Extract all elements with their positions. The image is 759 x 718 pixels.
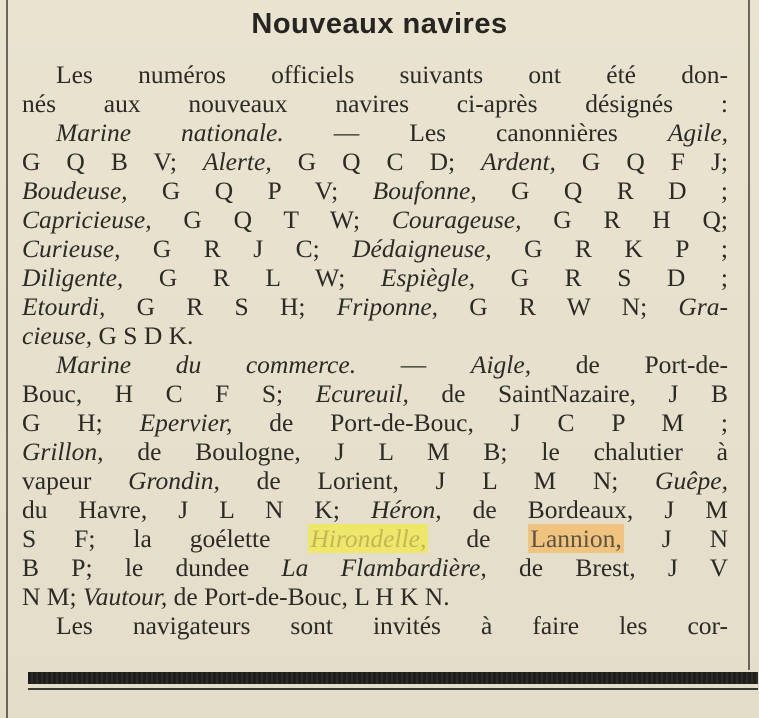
section-heading-marine-du-commerce: Marine du commerce. bbox=[56, 350, 357, 379]
text-line-5 bbox=[22, 176, 728, 205]
ship-name: Grondin, bbox=[128, 466, 220, 495]
text-line-14 bbox=[22, 437, 728, 466]
ship-name: Alerte, bbox=[203, 147, 272, 176]
text-line-20 bbox=[56, 611, 728, 640]
text-line-18 bbox=[22, 553, 728, 582]
column-rule-left bbox=[6, 0, 8, 718]
text-line-10 bbox=[22, 321, 728, 350]
separator-rule-thin bbox=[28, 688, 758, 690]
text: de Boulogne, J L M B; le chalutier à bbox=[103, 437, 728, 466]
text: G Q F J; bbox=[555, 147, 728, 176]
text: — Les canonnières bbox=[283, 118, 668, 147]
ship-name: Diligente, bbox=[22, 263, 124, 292]
text: vapeur bbox=[22, 466, 129, 495]
text: de Brest, J V bbox=[486, 553, 728, 582]
text: de Lorient, J L M N; bbox=[219, 466, 656, 495]
text: Bouc, H C F S; bbox=[22, 379, 316, 408]
text: G R H Q; bbox=[521, 205, 729, 234]
text-line-16 bbox=[22, 495, 728, 524]
text-line-12 bbox=[22, 379, 728, 408]
text: G R J C; bbox=[120, 234, 353, 263]
text: J N bbox=[623, 524, 729, 553]
text: G R L W; bbox=[123, 263, 381, 292]
text: de Port-de- bbox=[531, 350, 728, 379]
text: de Port-de-Bouc, L H K N. bbox=[167, 582, 450, 611]
text: — bbox=[356, 350, 471, 379]
text: G Q C D; bbox=[271, 147, 482, 176]
ship-name: Friponne, bbox=[336, 292, 439, 321]
ship-name: Vautour, bbox=[82, 582, 168, 611]
text: de SaintNazaire, J B bbox=[408, 379, 729, 408]
ship-name: Boudeuse, bbox=[22, 176, 128, 205]
ship-name: Epervier, bbox=[139, 408, 233, 437]
text-line-8 bbox=[22, 263, 728, 292]
text-line-15 bbox=[22, 466, 728, 495]
text: Les numéros officiels suivants ont été don- bbox=[56, 60, 728, 89]
text-line-2 bbox=[22, 89, 728, 118]
ship-name: Dédaigneuse, bbox=[352, 234, 492, 263]
ship-name: Ardent, bbox=[481, 147, 556, 176]
text: Les navigateurs sont invités à faire les cor- bbox=[56, 611, 728, 640]
highlighted-ship-name: Hirondelle, bbox=[310, 524, 427, 553]
text: G R W N; bbox=[438, 292, 679, 321]
ship-name: Héron, bbox=[370, 495, 442, 524]
ship-name: cieuse, bbox=[22, 321, 93, 350]
ship-name: Courageuse, bbox=[391, 205, 522, 234]
text: G Q T W; bbox=[151, 205, 392, 234]
ship-name: Capricieuse, bbox=[22, 205, 152, 234]
text-line-11 bbox=[56, 350, 728, 379]
text: S F; la goélette bbox=[22, 524, 309, 553]
ship-name: Agile, bbox=[667, 118, 729, 147]
ship-name: Grillon, bbox=[22, 437, 104, 466]
text-line-19 bbox=[22, 582, 728, 611]
text: G R S H; bbox=[105, 292, 337, 321]
ship-name: Aigle, bbox=[470, 350, 532, 379]
ship-name: Curieuse, bbox=[22, 234, 121, 263]
section-heading-marine-nationale: Marine nationale. bbox=[56, 118, 284, 147]
text-line-9 bbox=[22, 292, 728, 321]
text: G R S D ; bbox=[475, 263, 728, 292]
text: de bbox=[428, 524, 529, 553]
text-line-17 bbox=[22, 524, 728, 553]
text: G Q R D ; bbox=[476, 176, 728, 205]
text: N M; bbox=[22, 582, 83, 611]
text: de Port-de-Bouc, J C P M ; bbox=[232, 408, 728, 437]
text-line-7 bbox=[22, 234, 728, 263]
text-line-6 bbox=[22, 205, 728, 234]
ship-name: Espiègle, bbox=[380, 263, 476, 292]
text: nés aux nouveaux navires ci-après désignés : bbox=[22, 89, 728, 118]
text: G Q P V; bbox=[127, 176, 373, 205]
text-line-4 bbox=[22, 147, 728, 176]
column-rule-right bbox=[748, 0, 750, 670]
highlighted-port-name: Lannion, bbox=[530, 524, 622, 553]
text-line-3 bbox=[56, 118, 728, 147]
text: G H; bbox=[22, 408, 140, 437]
text-line-1 bbox=[56, 60, 728, 89]
text: de Bordeaux, J M bbox=[441, 495, 728, 524]
ship-name: Boufonne, bbox=[372, 176, 477, 205]
article-title: Nouveaux navires bbox=[251, 8, 508, 40]
text: G R K P ; bbox=[491, 234, 728, 263]
text: G S D K. bbox=[92, 321, 194, 350]
ship-name: La Flambardière, bbox=[281, 553, 487, 582]
separator-rule bbox=[28, 672, 758, 684]
ship-name: Guêpe, bbox=[655, 466, 728, 495]
text: G Q B V; bbox=[22, 147, 204, 176]
ship-name: Ecureuil, bbox=[315, 379, 409, 408]
text: B P; le dundee bbox=[22, 553, 282, 582]
ship-name: Gra- bbox=[678, 292, 728, 321]
ship-name: Etourdi, bbox=[22, 292, 106, 321]
text: du Havre, J L N K; bbox=[22, 495, 371, 524]
text-line-13 bbox=[22, 408, 728, 437]
